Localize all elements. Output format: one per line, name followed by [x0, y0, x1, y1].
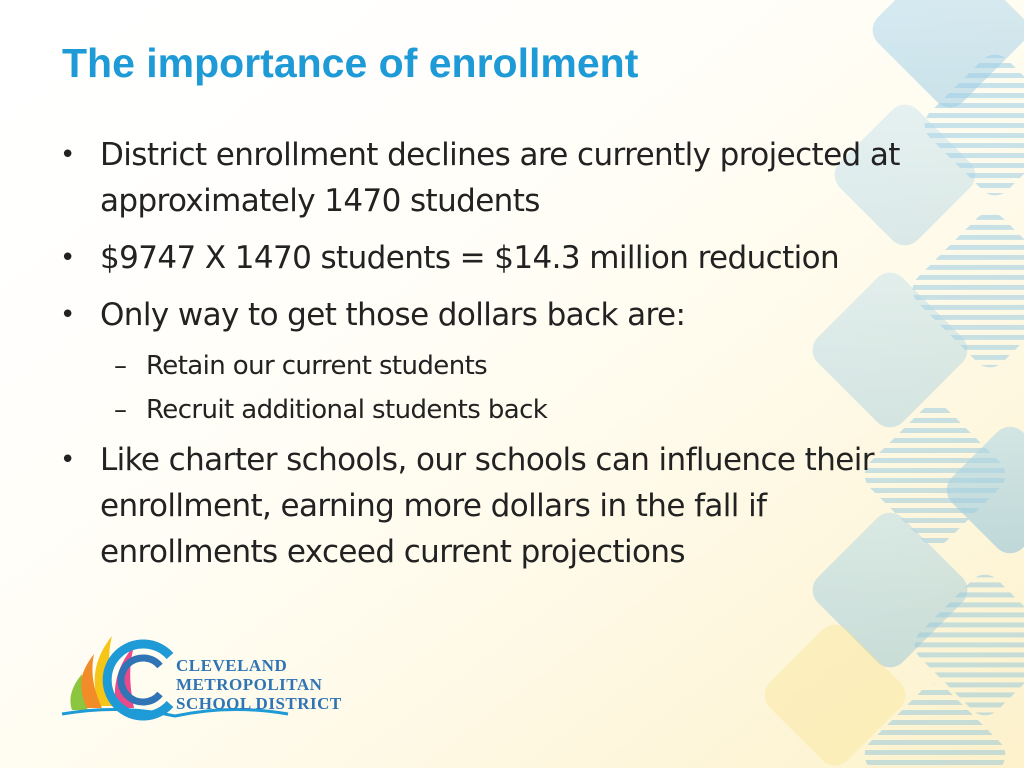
bullet-list	[58, 132, 948, 586]
slide-title: The importance of enrollment	[62, 40, 639, 86]
logo-line-3: SCHOOL DISTRICT	[176, 694, 342, 713]
bullet-marker: •	[60, 445, 75, 475]
bullet-text: District enrollment declines are currently projected at approximately 1470 students	[100, 137, 900, 219]
bullet-item	[58, 132, 948, 224]
bullet-item	[58, 292, 948, 338]
bullet-marker: •	[60, 140, 75, 170]
sub-bullet-marker: –	[114, 395, 127, 425]
bullet-text: Only way to get those dollars back are:	[100, 297, 686, 333]
logo-line-1: CLEVELAND	[176, 656, 288, 675]
bullet-text: Like charter schools, our schools can influence their enrollment, earning more dollars in the fall if enrollments exceed current projections	[100, 442, 874, 570]
bullet-text: $9747 X 1470 students = $14.3 million reduction	[100, 240, 840, 276]
bullet-item	[58, 235, 948, 281]
sub-bullet-item	[58, 343, 948, 389]
bullet-marker: •	[60, 243, 75, 273]
bullet-marker: •	[60, 300, 75, 330]
logo-text	[176, 656, 342, 713]
sub-bullet-marker: –	[114, 351, 127, 381]
logo-line-2: METROPOLITAN	[176, 675, 323, 694]
bullet-item	[58, 437, 948, 575]
sub-bullet-item	[58, 387, 948, 433]
sub-bullet-text: Retain our current students	[146, 351, 488, 381]
sub-bullet-text: Recruit additional students back	[146, 395, 548, 425]
